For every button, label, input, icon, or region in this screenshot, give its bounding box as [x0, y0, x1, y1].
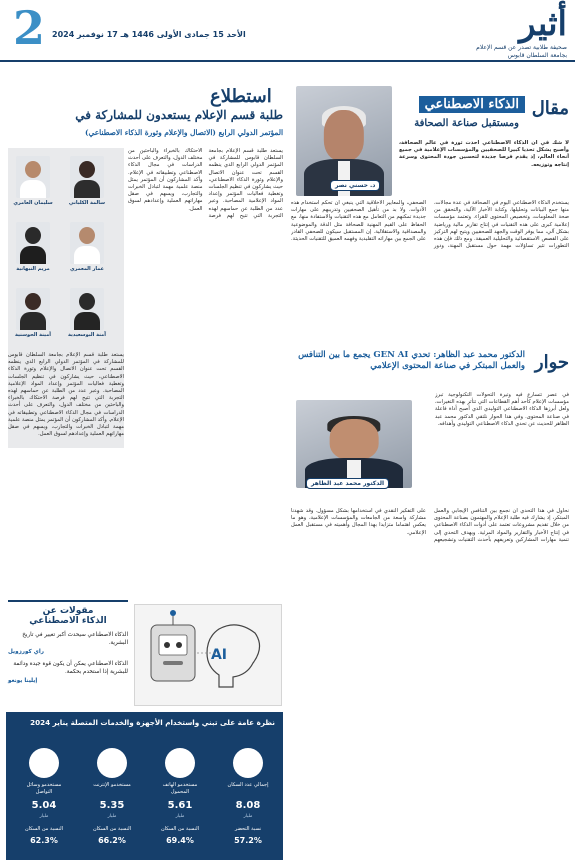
survey-body-repeat: يستعد طلبة قسم الإعلام بجامعة السلطان قابوس للمشاركة في المؤتمر الدولي الرابع الذي ينظمه القسم تحت عنوان الاتصال والإعلام وثورة الذكاء الاصطناعي، حيث يشاركون في تنظيم الجلسات وتغطية فعاليات المؤتمر وإعداد المواد الإعلامية المصاحبة. وعبر عدد من الطلبة عن حماسهم لهذه التجربة التي تتيح لهم فرصة الاحتكاك بالخبراء والباحثين من مختلف الدول، والتعرف على أحدث الدراسات في مجال الذكاء الاصطناعي وتطبيقاته في الإعلام. وأكد المشاركون أن المؤتمر يمثل منصة علمية مهمة لتبادل الخبرات والتجارب، ويسهم في صقل مهاراتهم العملية وإعدادهم لسوق العمل.	[8, 352, 124, 438]
stat-percent-label: نسبة التحضر	[234, 826, 262, 832]
survey-kicker: استطلاع	[210, 86, 272, 107]
article-kicker: مقال	[531, 98, 569, 119]
interviewee-photo	[296, 400, 412, 488]
stat-label: مستخدمو الإنترنت	[93, 782, 131, 788]
person-photo	[70, 156, 104, 198]
population-icon	[233, 748, 263, 778]
person-name: سليمان العامري	[13, 200, 53, 206]
quote-2-author: إيلينا يونغو	[8, 678, 38, 684]
mobile-icon	[165, 748, 195, 778]
stat-value: 8.08	[235, 800, 261, 811]
article-headline-1: الذكاء الاصطناعي	[419, 96, 525, 113]
interview-body: نحاول في هذا التحدي أن نجمع بين التنافس الإيجابي والعمل المبتكر، إذ يشارك فيه طلبة الإعلام والمهتمون بصناعة المحتوى من خلال تقديم مشروعات تعتمد على أدوات الذكاء الاصطناعي في إنتاج الأخبار والتقارير والمواد المرئية. ويهدف التحدي إلى تنمية مهارات المشاركين وتعريفهم بأحدث التقنيات وتشجيعهم على التفكير النقدي في استخدامها بشكل مسؤول. وقد شهدنا مشاركة واسعة من الجامعات والمؤسسات الإعلامية، وهو ما يعكس اهتماما متزايدا بهذا المجال وأهميته في مستقبل العمل الإعلامي.	[291, 508, 569, 543]
person-photo	[16, 156, 50, 198]
stat-label: مستخدمو الهاتف المحمول	[162, 782, 198, 795]
stat-percent-label: النسبة من السكان	[24, 826, 64, 832]
issue-date: الأحد 15 جمادى الأولى 1446 هـ 17 نوفمبر 2024	[52, 30, 246, 39]
social-icon	[29, 748, 59, 778]
quotes-box	[8, 600, 128, 712]
person-photo	[70, 288, 104, 330]
stat-unit: مليار	[107, 814, 117, 819]
stats-band	[6, 712, 283, 860]
person-name: مريم النبهانية	[16, 266, 50, 272]
stat-unit: مليار	[175, 814, 185, 819]
person-photo	[16, 222, 50, 264]
quote-2: الذكاء الاصطناعي يمكن أن يكون قوة جيدة ودائمة للبشرية إذا استخدم بحكمة.	[13, 661, 128, 675]
person-name: عمار المعمري	[69, 266, 105, 272]
logo-sub-line1: صحيفة طلابية تصدر عن قسم الإعلام	[476, 44, 567, 51]
survey-headline-1: طلبة قسم الإعلام يستعدون للمشاركة في	[75, 108, 283, 122]
stat-value: 5.04	[31, 800, 57, 811]
stat-value: 5.61	[167, 800, 193, 811]
person-name: سالمة الكلباني	[68, 200, 106, 206]
interviewee-tag: الدكتور محمد عبد الظاهر	[306, 478, 389, 489]
quote-1-author: راي كورزويل	[8, 649, 44, 655]
ai-illustration	[134, 604, 282, 706]
person-name: آمنة البوسعيدية	[68, 332, 106, 338]
survey-body-continued	[8, 352, 124, 592]
interview-headline: الدكتور محمد عبد الظاهر: تحدي GEN AI يجمع ما بين التنافس والعمل المبتكر في صناعة المحتوى الإعلامي	[298, 350, 525, 371]
stat-unit: مليار	[243, 814, 253, 819]
quotes-title-2: الذكاء الاصطناعي	[29, 616, 107, 626]
stats-title: نظرة عامة على تبني واستخدام الأجهزة والخدمات المتصلة يناير 2024	[30, 718, 275, 727]
article-body: يستخدم الذكاء الاصطناعي اليوم في الصحافة في عدة مجالات، منها جمع البيانات وتحليلها، وكتابة الأخبار الآلية، والتحقق من صحة المعلومات، وتخصيص المحتوى للقراء. وتعتمد مؤسسات إعلامية كبرى على هذه التقنيات في إنتاج تقارير مالية ورياضية بشكل آلي، مما يوفر الوقت والجهد للصحفيين ويتيح لهم التركيز على القصص الاستقصائية والتحليلية العميقة. ومع ذلك فإن هذه التطورات تثير تساؤلات مهمة حول مستقبل المهنة، ودور الصحفي، والمعايير الأخلاقية التي ينبغي أن تحكم استخدام هذه الأدوات. ولا بد من تأهيل الصحفيين وتدريبهم على مهارات جديدة تمكنهم من التعامل مع هذه التقنيات والاستفادة منها، مع الحفاظ على القيم المهنية للصحافة مثل الدقة والموضوعية والمصداقية والاستقلالية. إن المستقبل سيكون للصحفي القادر على الجمع بين مهاراته التقليدية وفهمه العميق للتقنيات الحديثة.	[291, 200, 569, 250]
survey-body: يستعد طلبة قسم الإعلام بجامعة السلطان قابوس للمشاركة في المؤتمر الدولي الرابع الذي ينظمه القسم تحت عنوان الاتصال والإعلام وثورة الذكاء الاصطناعي، حيث يشاركون في تنظيم الجلسات وتغطية فعاليات المؤتمر وإعداد المواد الإعلامية المصاحبة. وعبر عدد من الطلبة عن حماسهم لهذه التجربة التي تتيح لهم فرصة الاحتكاك بالخبراء والباحثين من مختلف الدول، والتعرف على أحدث الدراسات في مجال الذكاء الاصطناعي وتطبيقاته في الإعلام. وأكد المشاركون أن المؤتمر يمثل منصة علمية مهمة لتبادل الخبرات والتجارب، ويسهم في صقل مهاراتهم العملية وإعدادهم لسوق العمل.	[128, 148, 283, 219]
internet-icon	[97, 748, 127, 778]
stat-percent-label: النسبة من السكان	[160, 826, 200, 832]
person-photo	[70, 222, 104, 264]
logo-word: أثير	[519, 4, 567, 44]
quotes-title-1: مقولات عن	[42, 606, 94, 616]
article-headline-2: ومستقبل صناعة الصحافة	[414, 118, 519, 129]
stat-percent-label: النسبة من السكان	[92, 826, 132, 832]
stat-percent: 57.2%	[234, 836, 262, 845]
page-number: 2	[12, 1, 45, 55]
masthead	[0, 0, 575, 62]
interview-kicker: حوار	[534, 352, 569, 373]
person-name: أمينة الحوسنية	[14, 332, 52, 338]
stat-percent: 69.4%	[166, 836, 194, 845]
survey-headline-2: المؤتمر الدولي الرابع (الاتصال والإعلام وثورة الذكاء الاصطناعي)	[85, 128, 283, 137]
svg-text:AI: AI	[210, 647, 227, 663]
stat-label: مستخدمو وسائل التواصل	[26, 782, 62, 795]
stat-percent: 66.2%	[98, 836, 126, 845]
author-tag: د. حسني نصر	[330, 180, 380, 191]
quote-1: الذكاء الاصطناعي سيحدث أكبر تغيير في تاريخ البشرية.	[22, 632, 128, 646]
interview-intro: في عصر تتسارع فيه وتيرة التحولات التكنولوجية تبرز مؤسسات الإعلام كأحد أهم القطاعات التي تتأثر بهذه التغيرات، ولعل أبرزها الذكاء الاصطناعي التوليدي الذي أصبح أداة فاعلة في صناعة المحتوى. وفي هذا الحوار نلتقي الدكتور محمد عبد الظاهر للحديث عن تحدي الذكاء الاصطناعي التوليدي وأهدافه.	[435, 392, 569, 427]
stat-value: 5.35	[99, 800, 125, 811]
person-photo	[16, 288, 50, 330]
stat-unit: مليار	[39, 814, 49, 819]
logo-sub-line2: بجامعة السلطان قابوس	[507, 52, 567, 59]
ai-head-icon	[133, 605, 281, 707]
stat-percent: 62.3%	[30, 836, 58, 845]
logo	[475, 4, 567, 59]
stat-label: إجمالي عدد السكان	[227, 782, 269, 788]
article-lead: لا شك في أن الذكاء الاصطناعي أحدث ثورة في عالم الصحافة، وأصبح يشكل تحديا كبيرا للصحفيين والمؤسسات الإعلامية في جميع أنحاء العالم، إذ يقدم فرصا جديدة لتحسين جودة المحتوى وسرعة إنتاجه وتوزيعه.	[399, 140, 569, 168]
